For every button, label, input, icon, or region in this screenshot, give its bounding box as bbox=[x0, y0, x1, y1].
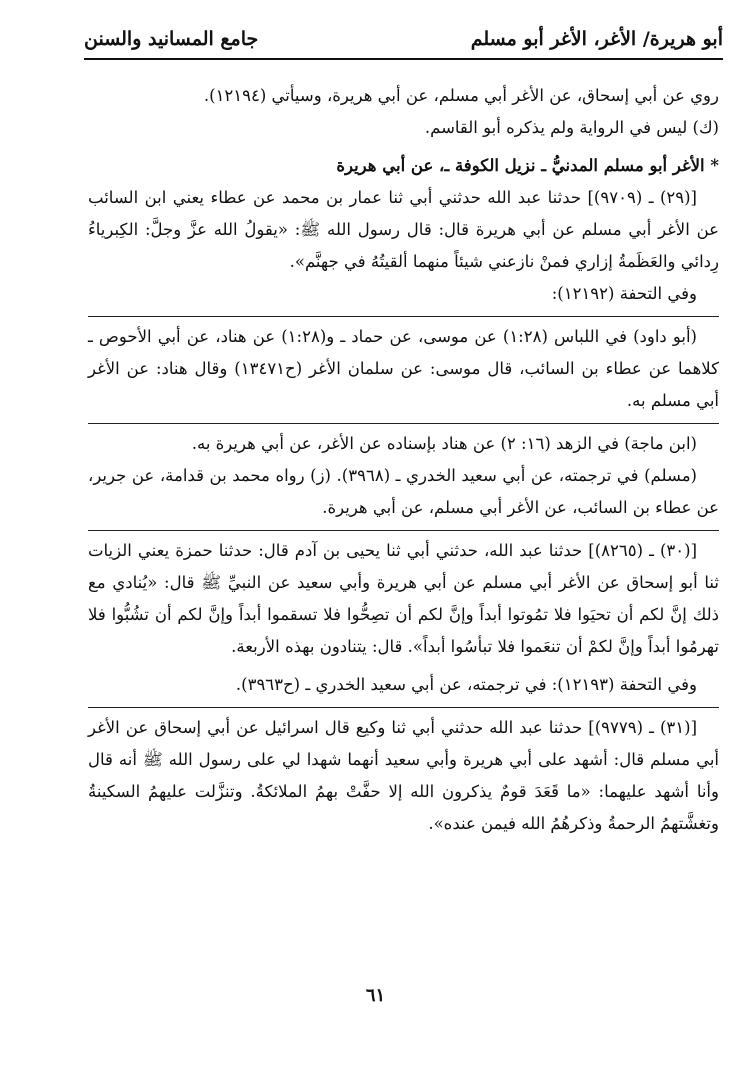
muslim-note: (مسلم) في ترجمته، عن أبي سعيد الخدري ـ (٣٩٦٨). (ز) رواه محمد بن قدامة، عن جرير، عن عطاء بن السائب، عن الأغر أبي مسلم، عن أبي هريرة. bbox=[88, 466, 719, 517]
hadith-30: [(٣٠) ـ (٨٢٦٥)] حدثنا عبد الله، حدثني أبي ثنا يحيى بن آدم قال: حدثنا حمزة يعني الزيات ثنا أبو إسحاق عن الأغر أبي مسلم عن أبي هريرة وأبي سعيد عن النبيِّ ﷺ قال: «يُنادي مع ذلك إنَّ لكم أن تحيَوا فلا تمُوتوا أبداً وإنَّ لكم أن تصِحُّوا فلا تسقموا أبداً وإنَّ لكم أن تشُبُّوا فلا تهرمُوا أبداً وإنَّ لكمْ أن تنعَموا فلا تبأسُوا أبداً». قال: يتنادون بهذه الأربعة. bbox=[88, 541, 719, 656]
paragraph-intro-1: روي عن أبي إسحاق، عن الأغر أبي مسلم، عن أبي هريرة، وسيأتي (١٢١٩٤). bbox=[203, 86, 719, 105]
page-body bbox=[88, 80, 719, 840]
header-rule bbox=[84, 58, 723, 60]
separator-line-3 bbox=[88, 530, 719, 531]
tuhfa-note-1: وفي التحفة (١٢١٩٢): bbox=[551, 284, 697, 303]
tuhfa-note-2: وفي التحفة (١٢١٩٣): في ترجمته، عن أبي سعيد الخدري ـ (ح٣٩٦٣). bbox=[235, 675, 697, 694]
paragraph-intro-2: (ك) ليس في الرواية ولم يذكره أبو القاسم. bbox=[424, 118, 719, 137]
separator-line-4 bbox=[88, 707, 719, 708]
ibn-majah-note: (ابن ماجة) في الزهد (١٦: ٢) عن هناد بإسناده عن الأغر، عن أبي هريرة به. bbox=[191, 434, 697, 453]
hadith-31: [(٣١) ـ (٩٧٧٩)] حدثنا عبد الله حدثني أبي ثنا وكيع قال اسرائيل عن أبي إسحاق عن الأغر أبي مسلم قال: أشهد على أبي هريرة وأبي سعيد أنهما شهدا لي على رسول الله ﷺ أنه قال وأنا أشهد عليهما: «ما قَعَدَ قومٌ يذكرون الله إلا حفَّتْ بهمُ الملائكةُ. وتنزَّلت عليهمُ السكينةُ وتغشَّتهمُ الرحمةُ وذكرهُمُ الله فيمن عنده». bbox=[88, 718, 719, 833]
separator-line-1 bbox=[88, 316, 719, 317]
section-heading: * الأغر أبو مسلم المدنيُّ ـ نزيل الكوفة ـ، عن أبي هريرة bbox=[336, 156, 719, 175]
page-header bbox=[84, 22, 723, 56]
header-right-title: أبو هريرة/ الأغر، الأغر أبو مسلم bbox=[470, 28, 723, 50]
abu-dawud-note: (أبو داود) في اللباس (١:٢٨) عن موسى، عن حماد ـ و(١:٢٨) عن هناد، عن أبي الأحوص ـ كلاهما عن عطاء بن السائب، قال موسى: عن سلمان الأغر (ح١٣٤٧١) وقال هناد: عن الأغر أبي مسلم به. bbox=[88, 327, 719, 410]
separator-line-2 bbox=[88, 423, 719, 424]
page-number: ٦١ bbox=[365, 985, 386, 1006]
header-left-title: جامع المسانيد والسنن bbox=[84, 28, 259, 50]
hadith-29: [(٢٩) ـ (٩٧٠٩)] حدثنا عبد الله حدثني أبي ثنا عمار بن محمد عن عطاء يعني ابن السائب عن الأغر أبي مسلم عن أبي هريرة قال: قال رسول الله ﷺ: «يقولُ الله عزَّ وجلَّ: الكِبرياءُ رِدائي والعَظَمةُ إزاري فمنْ نازعني شيئاً منهما ألقيتُهُ في جهنَّم». bbox=[88, 188, 719, 271]
